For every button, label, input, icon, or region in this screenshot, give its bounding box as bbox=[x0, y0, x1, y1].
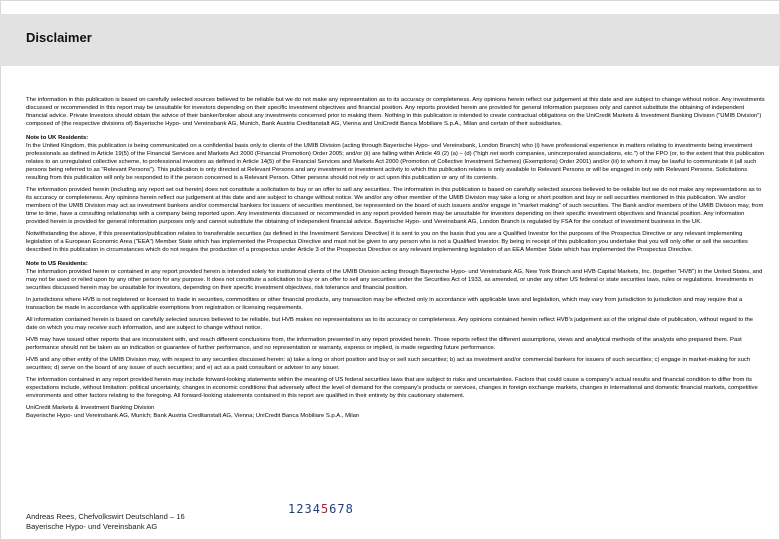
page-digit[interactable]: 8 bbox=[345, 502, 354, 516]
us-paragraph-1: The information provided herein or contained in any report provided herein is intended solely for institutional clients of the UMIB Division acting through Bayerische Hypo- und Vereinsbank AG, New York Branch and HVB Capital Markets, Inc. (together "HVB") in the United States, and may not be used or relied upon by any other person for any purpose. It does not constitute a solicitation to buy or an offer to sell any securities under the Securities Act of 1933, as amended, or under any other US federal or state securities laws, rules or regulations. Investments in securities discussed herein may be unsuitable for investors, depending on their specific investment objectives, risk tolerance and financial position. bbox=[26, 269, 763, 291]
uk-paragraph-3: Notwithstanding the above, if this presentation/publication relates to transferable securities (as defined in the Investment Services Directive) it is sent to you on the basis that you are a Qualified Investor for the purposes of the Prospectus Directive or any relevant implementing legislation of a European Economic Area ("EEA") Member State which has implemented the Prospectus Directive and must not be given to any person who is not a Qualified Investor. By being in receipt of this publication you undertake that you will only offer or sell the securities described in this publication in circumstances which do not require the production of a prospectus under Article 3 of the Prospectus Directive or any relevant implementing legislation of an EEA Member State which has implemented the Prospectus Directive. bbox=[26, 231, 748, 253]
closing-division: UniCredit Markets & Investment Banking Division bbox=[26, 405, 155, 411]
footer-author-block bbox=[26, 512, 185, 532]
page-digit[interactable]: 4 bbox=[312, 502, 321, 516]
page-digit[interactable]: 6 bbox=[329, 502, 338, 516]
uk-heading: Note to UK Residents: bbox=[26, 135, 89, 141]
intro-paragraph: The information in this publication is based on carefully selected sources believed to be reliable but we do not make any representation as to its accuracy or completeness. Any opinions herein reflect our judgement at this date and are subject to change without notice. Any investments discussed or recommended in this report may be unsuitable for investors depending on their specific investment objectives and financial position. Any reports provided herein are provided for general information purposes only and cannot substitute the obtaining of independent financial advice. Private Investors should obtain the advice of their banker/broker about any investments concerned prior to making them. Nothing in this publication is intended to create contractual obligations on the UniCredit Markets & Investment Banking Division ("UMIB Division") composed of (the respective divisions of) Bayerische Hypo- und Vereinsbank AG, Munich, Bank Austria Creditanstalt AG, Vienna and UniCredit Banca Mobiliare S.p.A., Milan and certain of their subsidiaries. bbox=[26, 97, 765, 127]
page-digit[interactable]: 1 bbox=[288, 502, 297, 516]
us-paragraph-2: In jurisdictions where HVB is not registered or licensed to trade in securities, commodities or other financial products, any transaction may be effected only in accordance with applicable laws and legislation, which may vary from jurisdiction to jurisdiction and may require that a transaction be made in accordance with applicable exemptions from registration or licensing requirements. bbox=[26, 297, 743, 311]
us-paragraph-4: HVB may have issued other reports that are inconsistent with, and reach different conclusions from, the information presented in any report provided herein. Those reports reflect the different assumptions, views and analytical methods of the analysts who prepared them. Past performance should not be taken as an indication or guarantee of further performance, and no representation or warranty, express or implied, is made regarding future performance. bbox=[26, 337, 742, 351]
us-paragraph-3: All information contained herein is based on carefully selected sources believed to be reliable, but HVB makes no representations as to its accuracy or completeness. Any opinions contained herein reflect HVB's judgement as of the original date of publication, without regard to the date on which you may receive such information, and are subject to change without notice. bbox=[26, 317, 754, 331]
uk-paragraph-2: The information provided herein (including any report set out herein) does not constitute a solicitation to buy or an offer to sell any securities. The information in this publication is based on carefully selected sources believed to be reliable but we do not make any representations as to its accuracy or completeness. Any opinions herein reflect our judgement at this date and are subject to change without notice. We and/or any other member of the UMIB Division may take a long or short position and buy or sell securities mentioned in this publication. We and/or members of the UMIB Division may act as investment bankers and/or commercial bankers for issuers of securities mentioned, be represented on the board of such issuers and/or engage in "market making" of such securities. The Bank and/or members of the UMIB Division may, from time to time, have a consulting relationship with a company being reported upon. Any investments discussed or recommended in any report provided herein may be unsuitable for investors depending on their specific investment objectives and financial position. Any information provided herein is provided for general information purposes only and cannot substitute the obtaining of independent financial advice. Bayerische Hypo- und Vereinsbank AG, London Branch is regulated by FSA for the conduct of investment business in the UK. bbox=[26, 187, 764, 225]
header-band bbox=[0, 14, 780, 66]
page-digit-current[interactable]: 5 bbox=[320, 502, 330, 516]
page-digit[interactable]: 7 bbox=[337, 502, 346, 516]
page-number-strip bbox=[288, 502, 354, 516]
uk-paragraph-1: In the United Kingdom, this publication is being communicated on a confidential basis only to clients of the UMIB Division (acting through Bayerische Hypo- und Vereinsbank, London Branch) who (i) have professional experience in matters relating to investments being investment professionals as defined in Article 19(5) of the Financial Services and Markets Act 2000 (Financial Promotion) Order 2005; and/or (ii) are falling within Article 49 (2) (a) – (d) ("high net worth companies, unincorporated associations, etc.") of the FPO (or, to the extent that this publication relates to an unregulated collective scheme, to professional investors as defined in Article 14(5) of the Financial Services and Markets Act 2000 (Promotion of Collective Investment Schemes) (Exemptions) Order 2001) and/or (iii) to whom it may be lawful to communicate it (all such persons being referred to as "Relevant Persons"). This publication is only directed at Relevant Persons and any investment or investment activity to which this publication relates is only available to Relevant Persons or will be engaged in only with Relevant Persons. Solicitations resulting from this publication will only be responded to if the person concerned is a Relevant Person. Other persons should not rely or act upon this publication or any of its contents. bbox=[26, 143, 765, 181]
footer-bank-line: Bayerische Hypo- und Vereinsbank AG bbox=[26, 522, 158, 531]
page-title: Disclaimer bbox=[26, 30, 92, 45]
page-digit[interactable]: 2 bbox=[296, 502, 305, 516]
closing-banks: Bayerische Hypo- und Vereinsbank AG, Munich; Bank Austria Creditanstalt AG, Vienna; UniCredit Banca Mobiliare S.p.A., Milan bbox=[26, 413, 360, 419]
us-paragraph-6: The information contained in any report provided herein may include forward-looking statements within the meaning of US federal securities laws that are subject to risks and uncertainties. Factors that could cause a company's actual results and financial condition to differ from its expectations include, without limitation: political uncertainty, changes in economic conditions that adversely affect the level of demand for the company's products or services, changes in foreign exchange markets, changes in international and domestic financial markets, competitive environments and other factors relating to the foregoing. All forward-looking statements contained in this report are qualified in their entirety by this cautionary statement. bbox=[26, 377, 758, 399]
page-digit[interactable]: 3 bbox=[304, 502, 313, 516]
disclaimer-body bbox=[26, 96, 766, 420]
footer-author-line: Andreas Rees, Chefvolkswirt Deutschland – 16 bbox=[26, 512, 185, 521]
us-heading: Note to US Residents: bbox=[26, 261, 88, 267]
us-paragraph-5: HVB and any other entity of the UMIB Division may, with respect to any securities discussed herein: a) take a long or short position and buy or sell such securities; b) act as investment and/or commercial bankers for issuers of such securities; c) engage in market-making for such securities; d) serve on the board of any issuer of such securities; and e) act as a paid consultant or adviser to any issuer. bbox=[26, 357, 751, 371]
